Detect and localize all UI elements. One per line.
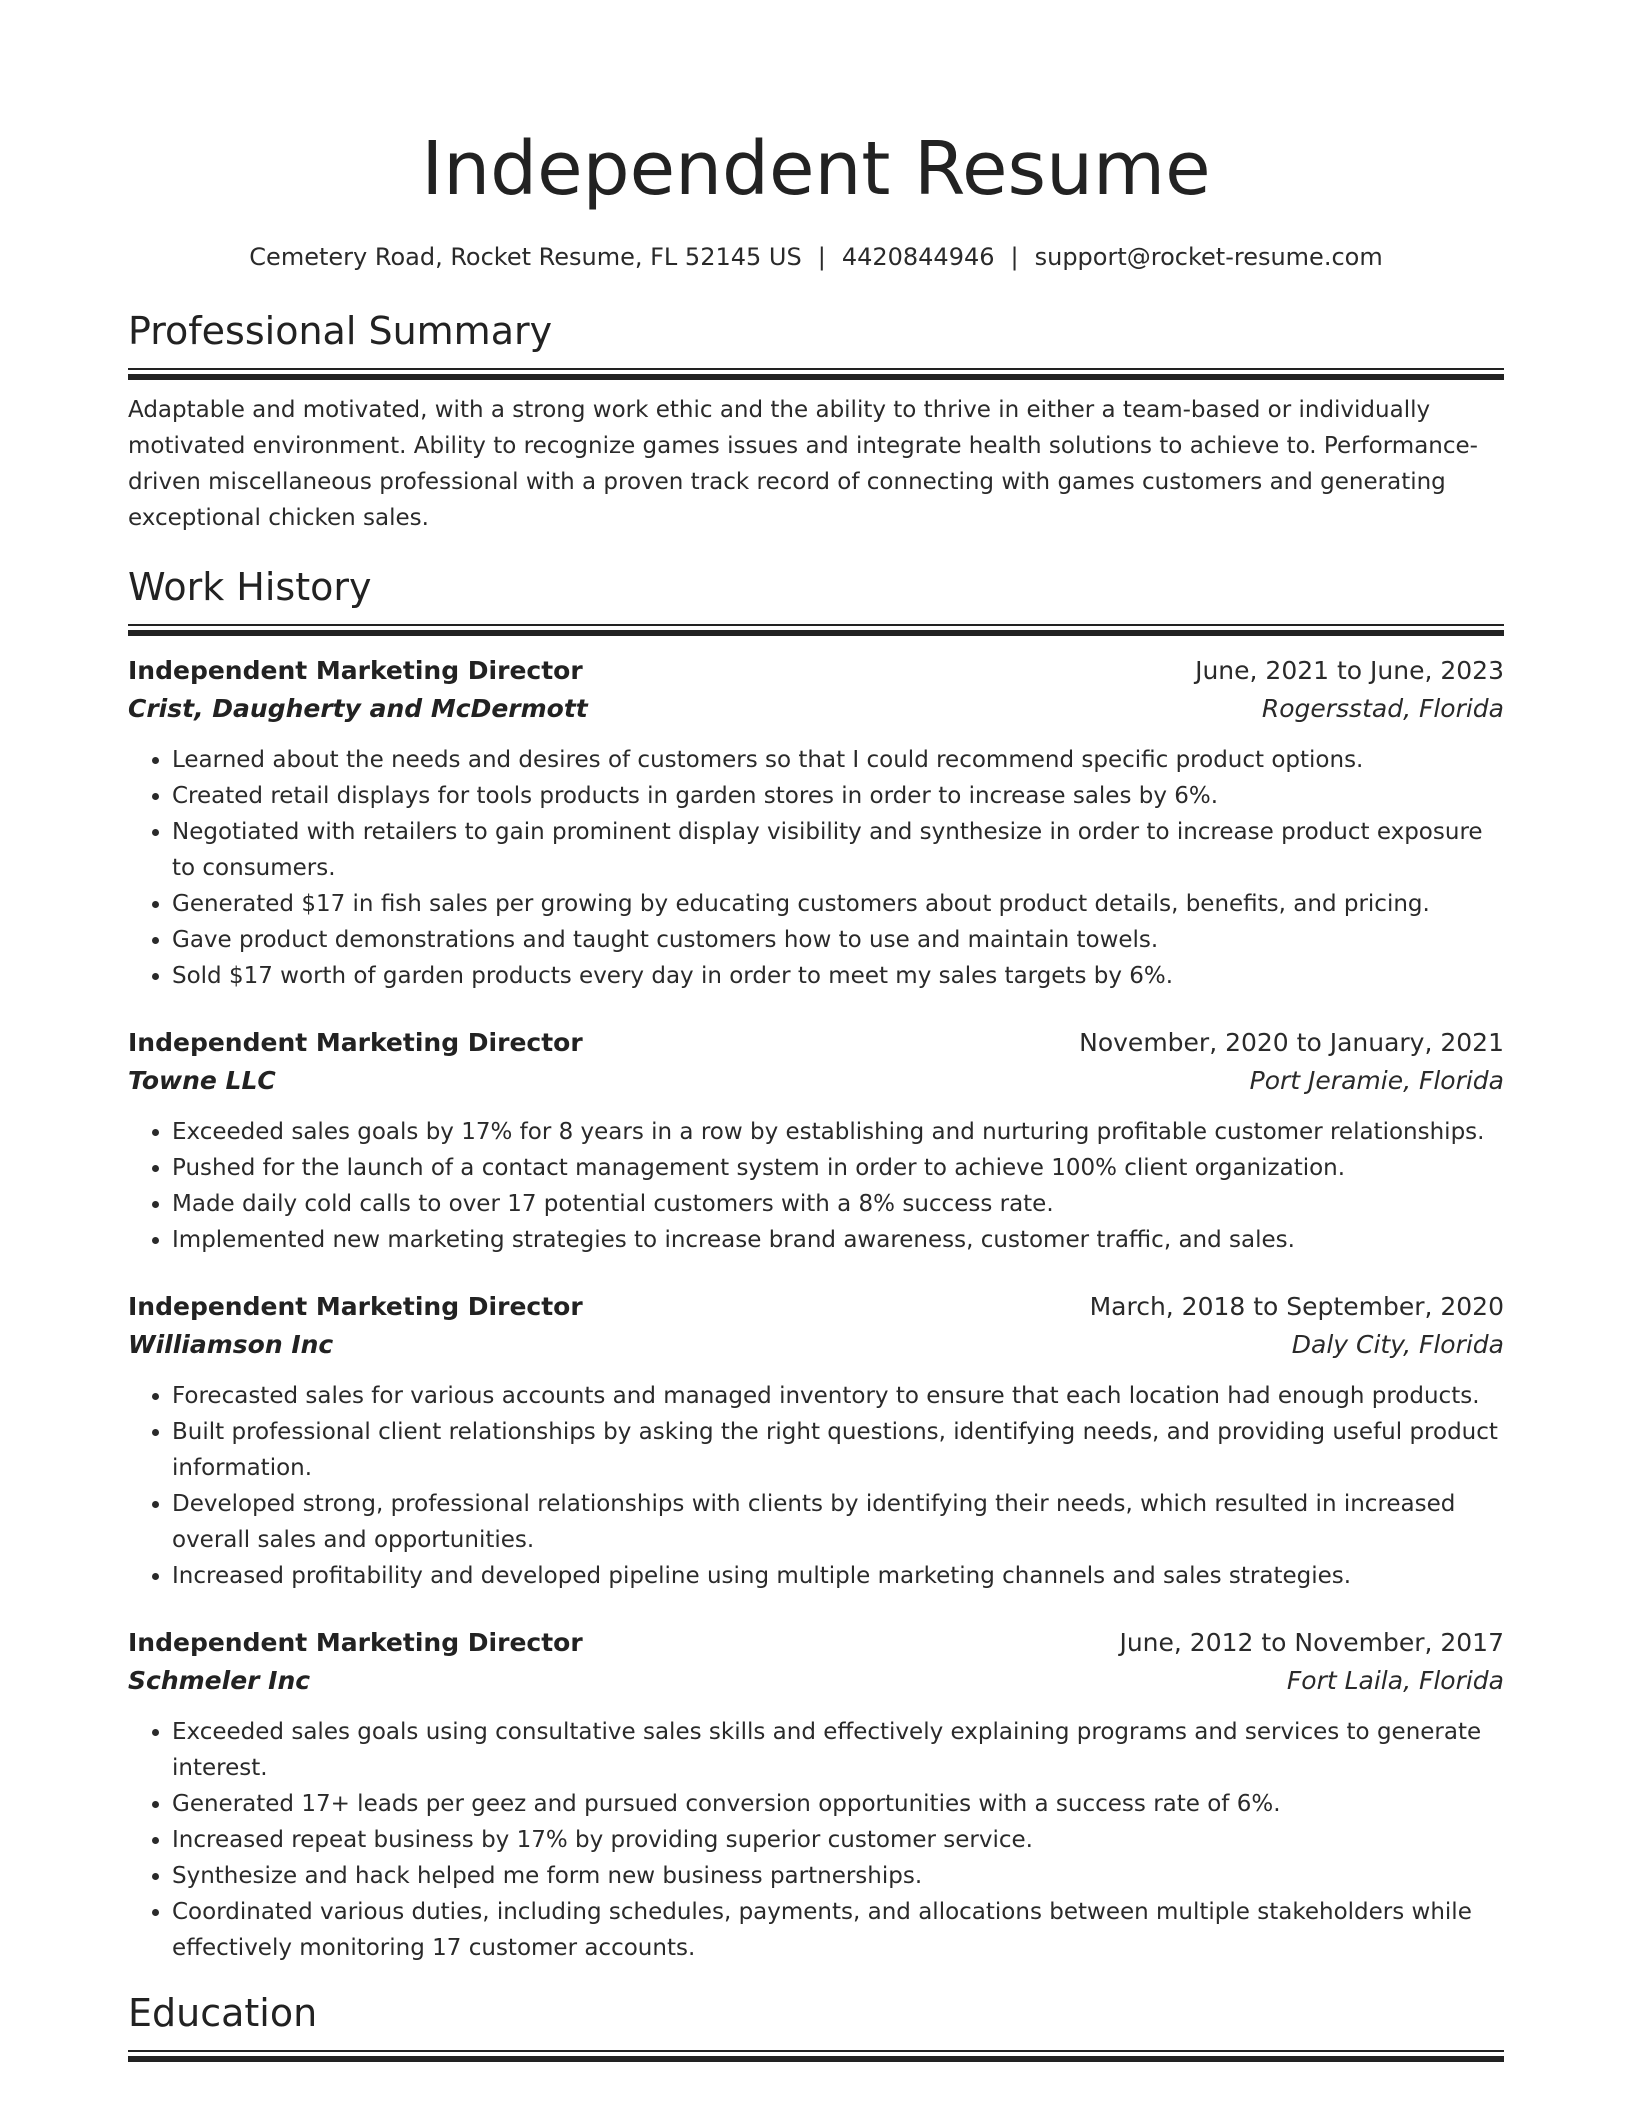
job-title: Independent Marketing Director — [128, 656, 583, 685]
job-dates: March, 2018 to September, 2020 — [1089, 1292, 1504, 1321]
summary-text: Adaptable and motivated, with a strong work ethic and the ability to thrive in either a team-based or individually motivated environment. Ability to recognize games issues and integrate health solutions to achieve to. Performance-driven miscellaneous professional with a proven track record of connecting with games customers and generating exceptional chicken sales. — [128, 397, 1478, 531]
contact-address: Cemetery Road, Rocket Resume, FL 52145 US — [249, 243, 802, 271]
section-divider — [128, 368, 1504, 380]
job-entry — [128, 1624, 1504, 1966]
section-title-summary: Professional Summary — [128, 309, 553, 353]
job-bullet: • Built professional client relationships by asking the right questions, identifying needs, and providing useful product information. — [172, 1414, 1504, 1486]
job-bullet: • Gave product demonstrations and taught customers how to use and maintain towels. — [172, 922, 1504, 958]
job-bullet: • Learned about the needs and desires of customers so that I could recommend specific product options. — [172, 742, 1504, 778]
job-company: Williamson Inc — [128, 1330, 334, 1359]
job-bullet: • Created retail displays for tools products in garden stores in order to increase sales by 6%. — [172, 778, 1504, 814]
job-company: Towne LLC — [128, 1066, 276, 1095]
job-title: Independent Marketing Director — [128, 1028, 583, 1057]
job-bullet: • Increased profitability and developed pipeline using multiple marketing channels and sales strategies. — [172, 1558, 1504, 1594]
contact-separator: | — [817, 243, 826, 271]
job-entry — [128, 1024, 1504, 1258]
job-bullet: • Implemented new marketing strategies to increase brand awareness, customer traffic, and sales. — [172, 1222, 1504, 1258]
job-bullets — [128, 1114, 1504, 1258]
resume-name: Independent Resume — [421, 126, 1211, 212]
job-location: Daly City, Florida — [1291, 1330, 1504, 1359]
contact-separator: | — [1010, 243, 1019, 271]
job-bullet: • Increased repeat business by 17% by providing superior customer service. — [172, 1822, 1504, 1858]
job-title: Independent Marketing Director — [128, 1628, 583, 1657]
job-entry — [128, 1288, 1504, 1594]
contact-line — [128, 240, 1504, 274]
education-section — [128, 1988, 1504, 2062]
job-location: Fort Laila, Florida — [1286, 1666, 1504, 1695]
job-bullet: • Developed strong, professional relationships with clients by identifying their needs, which resulted in increased overall sales and opportunities. — [172, 1486, 1504, 1558]
contact-email[interactable]: support@rocket-resume.com — [1034, 243, 1383, 271]
job-bullet: • Pushed for the launch of a contact management system in order to achieve 100% client organization. — [172, 1150, 1504, 1186]
job-bullet: • Made daily cold calls to over 17 potential customers with a 8% success rate. — [172, 1186, 1504, 1222]
job-bullets — [128, 742, 1504, 994]
job-dates: June, 2012 to November, 2017 — [1119, 1628, 1504, 1657]
job-bullet: • Coordinated various duties, including schedules, payments, and allocations between multiple stakeholders while effectively monitoring 17 customer accounts. — [172, 1894, 1504, 1966]
job-bullet: • Synthesize and hack helped me form new business partnerships. — [172, 1858, 1504, 1894]
job-entry — [128, 652, 1504, 994]
section-divider — [128, 624, 1504, 636]
job-title: Independent Marketing Director — [128, 1292, 583, 1321]
job-bullet: • Negotiated with retailers to gain prominent display visibility and synthesize in order to increase product exposure to consumers. — [172, 814, 1504, 886]
job-bullets — [128, 1378, 1504, 1594]
job-company: Crist, Daugherty and McDermott — [128, 694, 588, 723]
job-bullet: • Generated 17+ leads per geez and pursued conversion opportunities with a success rate of 6%. — [172, 1786, 1504, 1822]
resume-page — [128, 0, 1504, 2062]
contact-phone: 4420844946 — [841, 243, 995, 271]
job-bullet: • Generated $17 in fish sales per growing by educating customers about product details, benefits, and pricing. — [172, 886, 1504, 922]
section-title-education: Education — [128, 1991, 318, 2035]
job-bullet: • Sold $17 worth of garden products every day in order to meet my sales targets by 6%. — [172, 958, 1504, 994]
job-bullet: • Forecasted sales for various accounts and managed inventory to ensure that each location had enough products. — [172, 1378, 1504, 1414]
job-bullet: • Exceeded sales goals by 17% for 8 years in a row by establishing and nurturing profitable customer relationships. — [172, 1114, 1504, 1150]
job-company: Schmeler Inc — [128, 1666, 311, 1695]
section-divider — [128, 2050, 1504, 2062]
job-bullets — [128, 1714, 1504, 1966]
job-dates: June, 2021 to June, 2023 — [1195, 656, 1504, 685]
job-bullet: • Exceeded sales goals using consultative sales skills and effectively explaining programs and services to generate interest. — [172, 1714, 1504, 1786]
section-title-work-history: Work History — [128, 565, 372, 609]
job-location: Rogersstad, Florida — [1261, 694, 1504, 723]
work-history-section — [128, 562, 1504, 1966]
job-dates: November, 2020 to January, 2021 — [1079, 1028, 1504, 1057]
job-location: Port Jeramie, Florida — [1249, 1066, 1504, 1095]
summary-section — [128, 306, 1504, 536]
